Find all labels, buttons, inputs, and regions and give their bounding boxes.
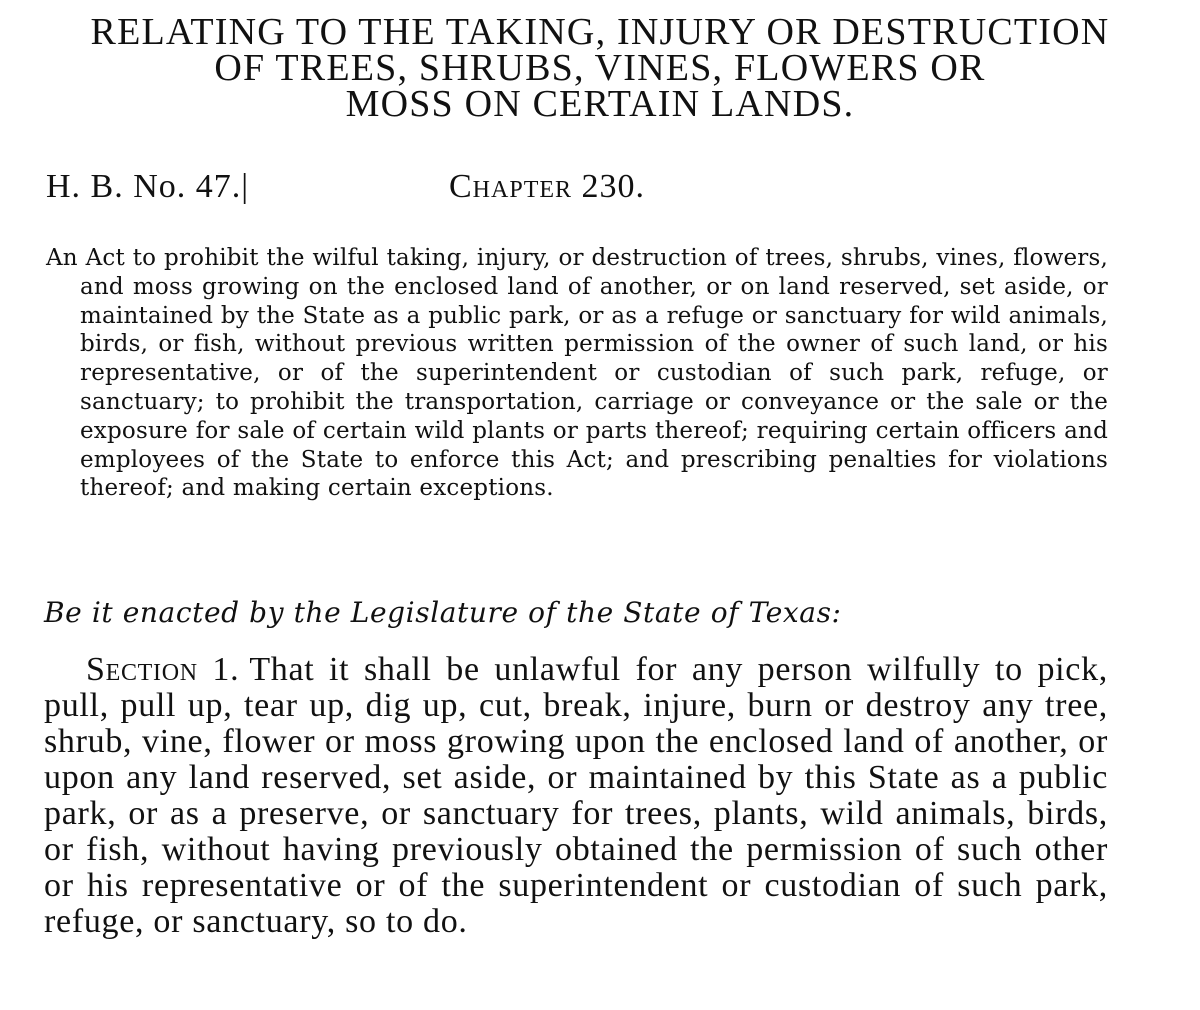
enacting-clause: Be it enacted by the Legislature of the State of Texas:: [44, 596, 842, 629]
section-1-label: Section 1.: [86, 651, 240, 688]
title-line-2: OF TREES, SHRUBS, VINES, FLOWERS OR: [214, 47, 986, 89]
title-line-1: RELATING TO THE TAKING, INJURY OR DESTRUCTION: [90, 11, 1110, 53]
section-1: [44, 652, 1108, 940]
document-title: [40, 11, 1160, 125]
bill-chapter-line: [46, 168, 1146, 208]
chapter-number: [449, 168, 645, 206]
title-line-3: MOSS ON CERTAIN LANDS.: [345, 83, 855, 125]
bill-number: H. B. No. 47.|: [46, 168, 250, 205]
section-1-text: That it shall be unlawful for any person wilfully to pick, pull, pull up, tear up, dig up, cut, break, injure, burn or destroy any tree, shrub, vine, flower or moss growing upon the enclosed land of another, or upon any land reserved, set aside, or maintained by this State as a public park, or as a preserve, or sanctuary for trees, plants, wild animals, birds, or fish, without having previously obtained the permission of such other or his representative or of the superintendent or custodian of such park, refuge, or sanctuary, so to do.: [44, 651, 1108, 940]
chapter-label: Chapter 230.: [449, 168, 646, 205]
act-summary: An Act to prohibit the wilful taking, injury, or destruction of trees, shrubs, vines, flowers, and moss growing on the enclosed land of another, or on land reserved, set aside, or maintained by the State as a public park, or as a refuge or sanctuary for wild animals, birds, or fish, without previous written permission of the owner of such land, or his representative, or of the superintendent or custodian of such park, refuge, or sanctuary; to prohibit the transportation, carriage or conveyance or the sale or the exposure for sale of certain wild plants or parts thereof; requiring certain officers and employees of the State to enforce this Act; and prescribing penalties for violations thereof; and making certain exceptions.: [46, 245, 1108, 502]
